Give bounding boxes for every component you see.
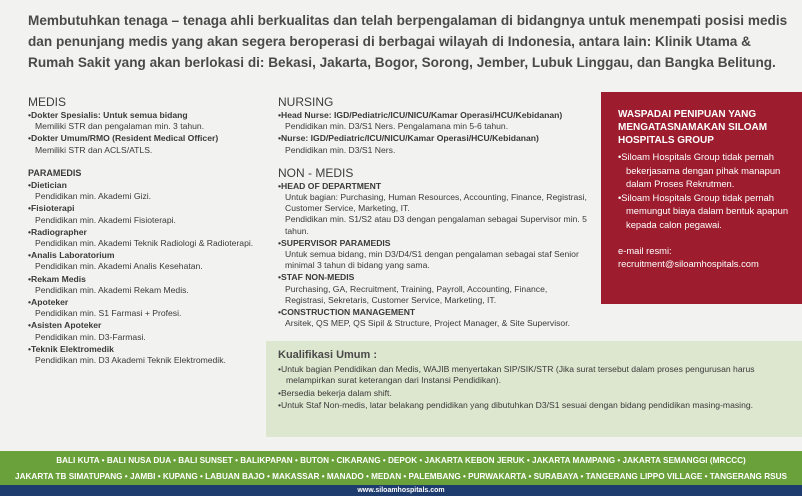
qualification-title: Kualifikasi Umum : [278, 349, 378, 361]
warning-point: • Siloam Hospitals Group tidak pernah memungut biaya dalam bentuk apapun kepada calon pegawai. [618, 191, 792, 232]
position-title: • Asisten Apoteker [28, 320, 273, 331]
warning-point: • Siloam Hospitals Group tidak pernah bekerjasama dengan pihak manapun dalam Proses Rekrutmen. [618, 150, 792, 191]
list-item [278, 272, 588, 306]
position-title: • Apoteker [28, 297, 273, 308]
position-title: • Dokter Spesialis: Untuk semua bidang [28, 110, 273, 121]
paramedis-list [28, 180, 273, 366]
warning-title: WASPADAI PENIPUAN YANG MENGATASNAMAKAN SILOAM HOSPITALS GROUP [618, 109, 768, 146]
list-item [28, 250, 273, 272]
list-item [28, 297, 273, 319]
list-item [278, 110, 588, 132]
position-desc: Pendidikan min. D3/S1 Ners. Pengalamana min 5-6 tahun. [285, 121, 509, 132]
position-desc-extra: Pendidikan min. S1/S2 atau D3 dengan pengalaman sebagai Supervisor min. 5 tahun. [285, 214, 587, 236]
position-title: • Radiographer [28, 227, 273, 238]
position-title: • CONSTRUCTION MANAGEMENT [278, 307, 588, 318]
official-email[interactable]: recruitment@siloamhospitals.com [618, 258, 759, 270]
nursing-list [278, 110, 588, 156]
locations-line-2: JAKARTA TB SIMATUPANG • JAMBI • KUPANG • LABUAN BAJO • MAKASSAR • MANADO • MEDAN • PALEMBANG • PURWAKARTA • SURABAYA • TANGERANG LIPPO VILLAGE • TANGERANG RSUS [15, 471, 787, 481]
list-item [28, 274, 273, 296]
locations-line-1: BALI KUTA • BALI NUSA DUA • BALI SUNSET • BALIKPAPAN • BUTON • CIKARANG • DEPOK • JAKARTA KEBON JERUK • JAKARTA MAMPANG • JAKARTA SEMANGGI (MRCCC) [56, 456, 746, 465]
warning-list [618, 150, 792, 232]
position-desc: Pendidikan min. Akademi Gizi. [35, 191, 152, 202]
nursing-heading: NURSING [278, 95, 334, 109]
position-title: • Analis Laboratorium [28, 250, 273, 261]
list-item [28, 344, 273, 366]
list-item [278, 133, 588, 155]
non-medis-list [278, 181, 588, 330]
medis-heading: MEDIS [28, 95, 67, 109]
paramedis-heading: PARAMEDIS [28, 167, 82, 178]
qualification-point: • Untuk Staf Non-medis, latar belakang pendidikan yang dibutuhkan D3/S1 sesuai dengan bidang pendidikan masing-masing. [278, 400, 792, 411]
middle-column [278, 95, 588, 330]
position-title: • Head Nurse: IGD/Pediatric/ICU/NICU/Kamar Operasi/HCU/Kebidanan) [278, 110, 588, 121]
position-desc: Purchasing, GA, Recruitment, Training, Payroll, Accounting, Finance, Registrasi, Sekretaris, Customer Service, Marketing, IT. [285, 283, 548, 305]
non-medis-heading: NON - MEDIS [278, 165, 354, 180]
footer-url[interactable]: www.siloamhospitals.com [0, 485, 802, 496]
position-desc: Pendidikan min. Akademi Fisioterapi. [35, 214, 176, 225]
position-desc: Memiliki STR dan pengalaman min. 3 tahun. [35, 121, 205, 132]
position-title: • Fisioterapi [28, 203, 273, 214]
left-column [28, 95, 273, 367]
list-item [278, 238, 588, 272]
position-title: • Dietician [28, 180, 273, 191]
position-title: • HEAD OF DEPARTMENT [278, 181, 588, 192]
position-desc: Arsitek, QS MEP, QS Sipil & Structure, Project Manager, & Site Supervisor. [285, 318, 570, 329]
list-item [278, 181, 588, 237]
position-desc: Pendidikan min. D3-Farmasi. [35, 331, 146, 342]
position-title: • Rekam Medis [28, 274, 273, 285]
list-item [28, 110, 273, 132]
position-desc: Untuk bagian: Purchasing, Human Resources, Accounting, Finance, Registrasi, Customer Service, Marketing, IT. [285, 192, 587, 214]
qualification-box [266, 341, 802, 437]
locations-band [0, 451, 802, 485]
position-desc: Pendidikan min. S1 Farmasi + Profesi. [35, 308, 182, 319]
position-title: • STAF NON-MEDIS [278, 272, 588, 283]
position-title: • Dokter Umum/RMO (Resident Medical Officer) [28, 133, 273, 144]
position-title: • Teknik Elektromedik [28, 344, 273, 355]
position-desc: Pendidikan min. Akademi Analis Kesehatan. [35, 261, 203, 272]
position-desc: Untuk semua bidang, min D3/D4/S1 dengan pengalaman sebagai staf Senior minimal 3 tahun di bidang yang sama. [285, 249, 579, 271]
position-title: • SUPERVISOR PARAMEDIS [278, 238, 588, 249]
list-item [278, 307, 588, 329]
position-desc: Pendidikan min. Akademi Rekam Medis. [35, 284, 189, 295]
list-item [28, 133, 273, 155]
medis-list [28, 110, 273, 156]
qualification-point: • Bersedia bekerja dalam shift. [278, 388, 792, 399]
qualification-point: • Untuk bagian Pendidikan dan Medis, WAJIB menyertakan SIP/SIK/STR (Jika surat tersebut dalam proses pengurusan harus melampirkan surat keterangan dari Instansi Pendidikan). [278, 364, 792, 386]
fraud-warning-box [601, 92, 802, 304]
qualification-list [278, 364, 792, 411]
official-email-label: e-mail resmi: [618, 244, 672, 256]
position-desc: Memiliki STR dan ACLS/ATLS. [35, 144, 153, 155]
intro-paragraph: Membutuhkan tenaga – tenaga ahli berkualitas dan telah berpengalaman di bidangnya untuk menempati posisi medis dan penunjang medis yang akan segera beroperasi di berbagai wilayah di Indonesia, antara lain: Klinik Utama & Rumah Sakit yang akan berlokasi di: Bekasi, Jakarta, Bogor, Sorong, Jember, Lubuk Linggau, dan Bangka Belitung. [28, 13, 788, 70]
list-item [28, 227, 273, 249]
position-desc: Pendidikan min. D3 Akademi Teknik Elektromedik. [35, 355, 226, 366]
list-item [28, 180, 273, 202]
position-desc: Pendidikan min. D3/S1 Ners. [285, 144, 396, 155]
position-desc: Pendidikan min. Akademi Teknik Radiologi & Radioterapi. [35, 238, 254, 249]
position-title: • Nurse: IGD/Pediatric/ICU/NICU/Kamar Operasi/HCU/Kebidanan) [278, 133, 588, 144]
list-item [28, 320, 273, 342]
list-item [28, 203, 273, 225]
